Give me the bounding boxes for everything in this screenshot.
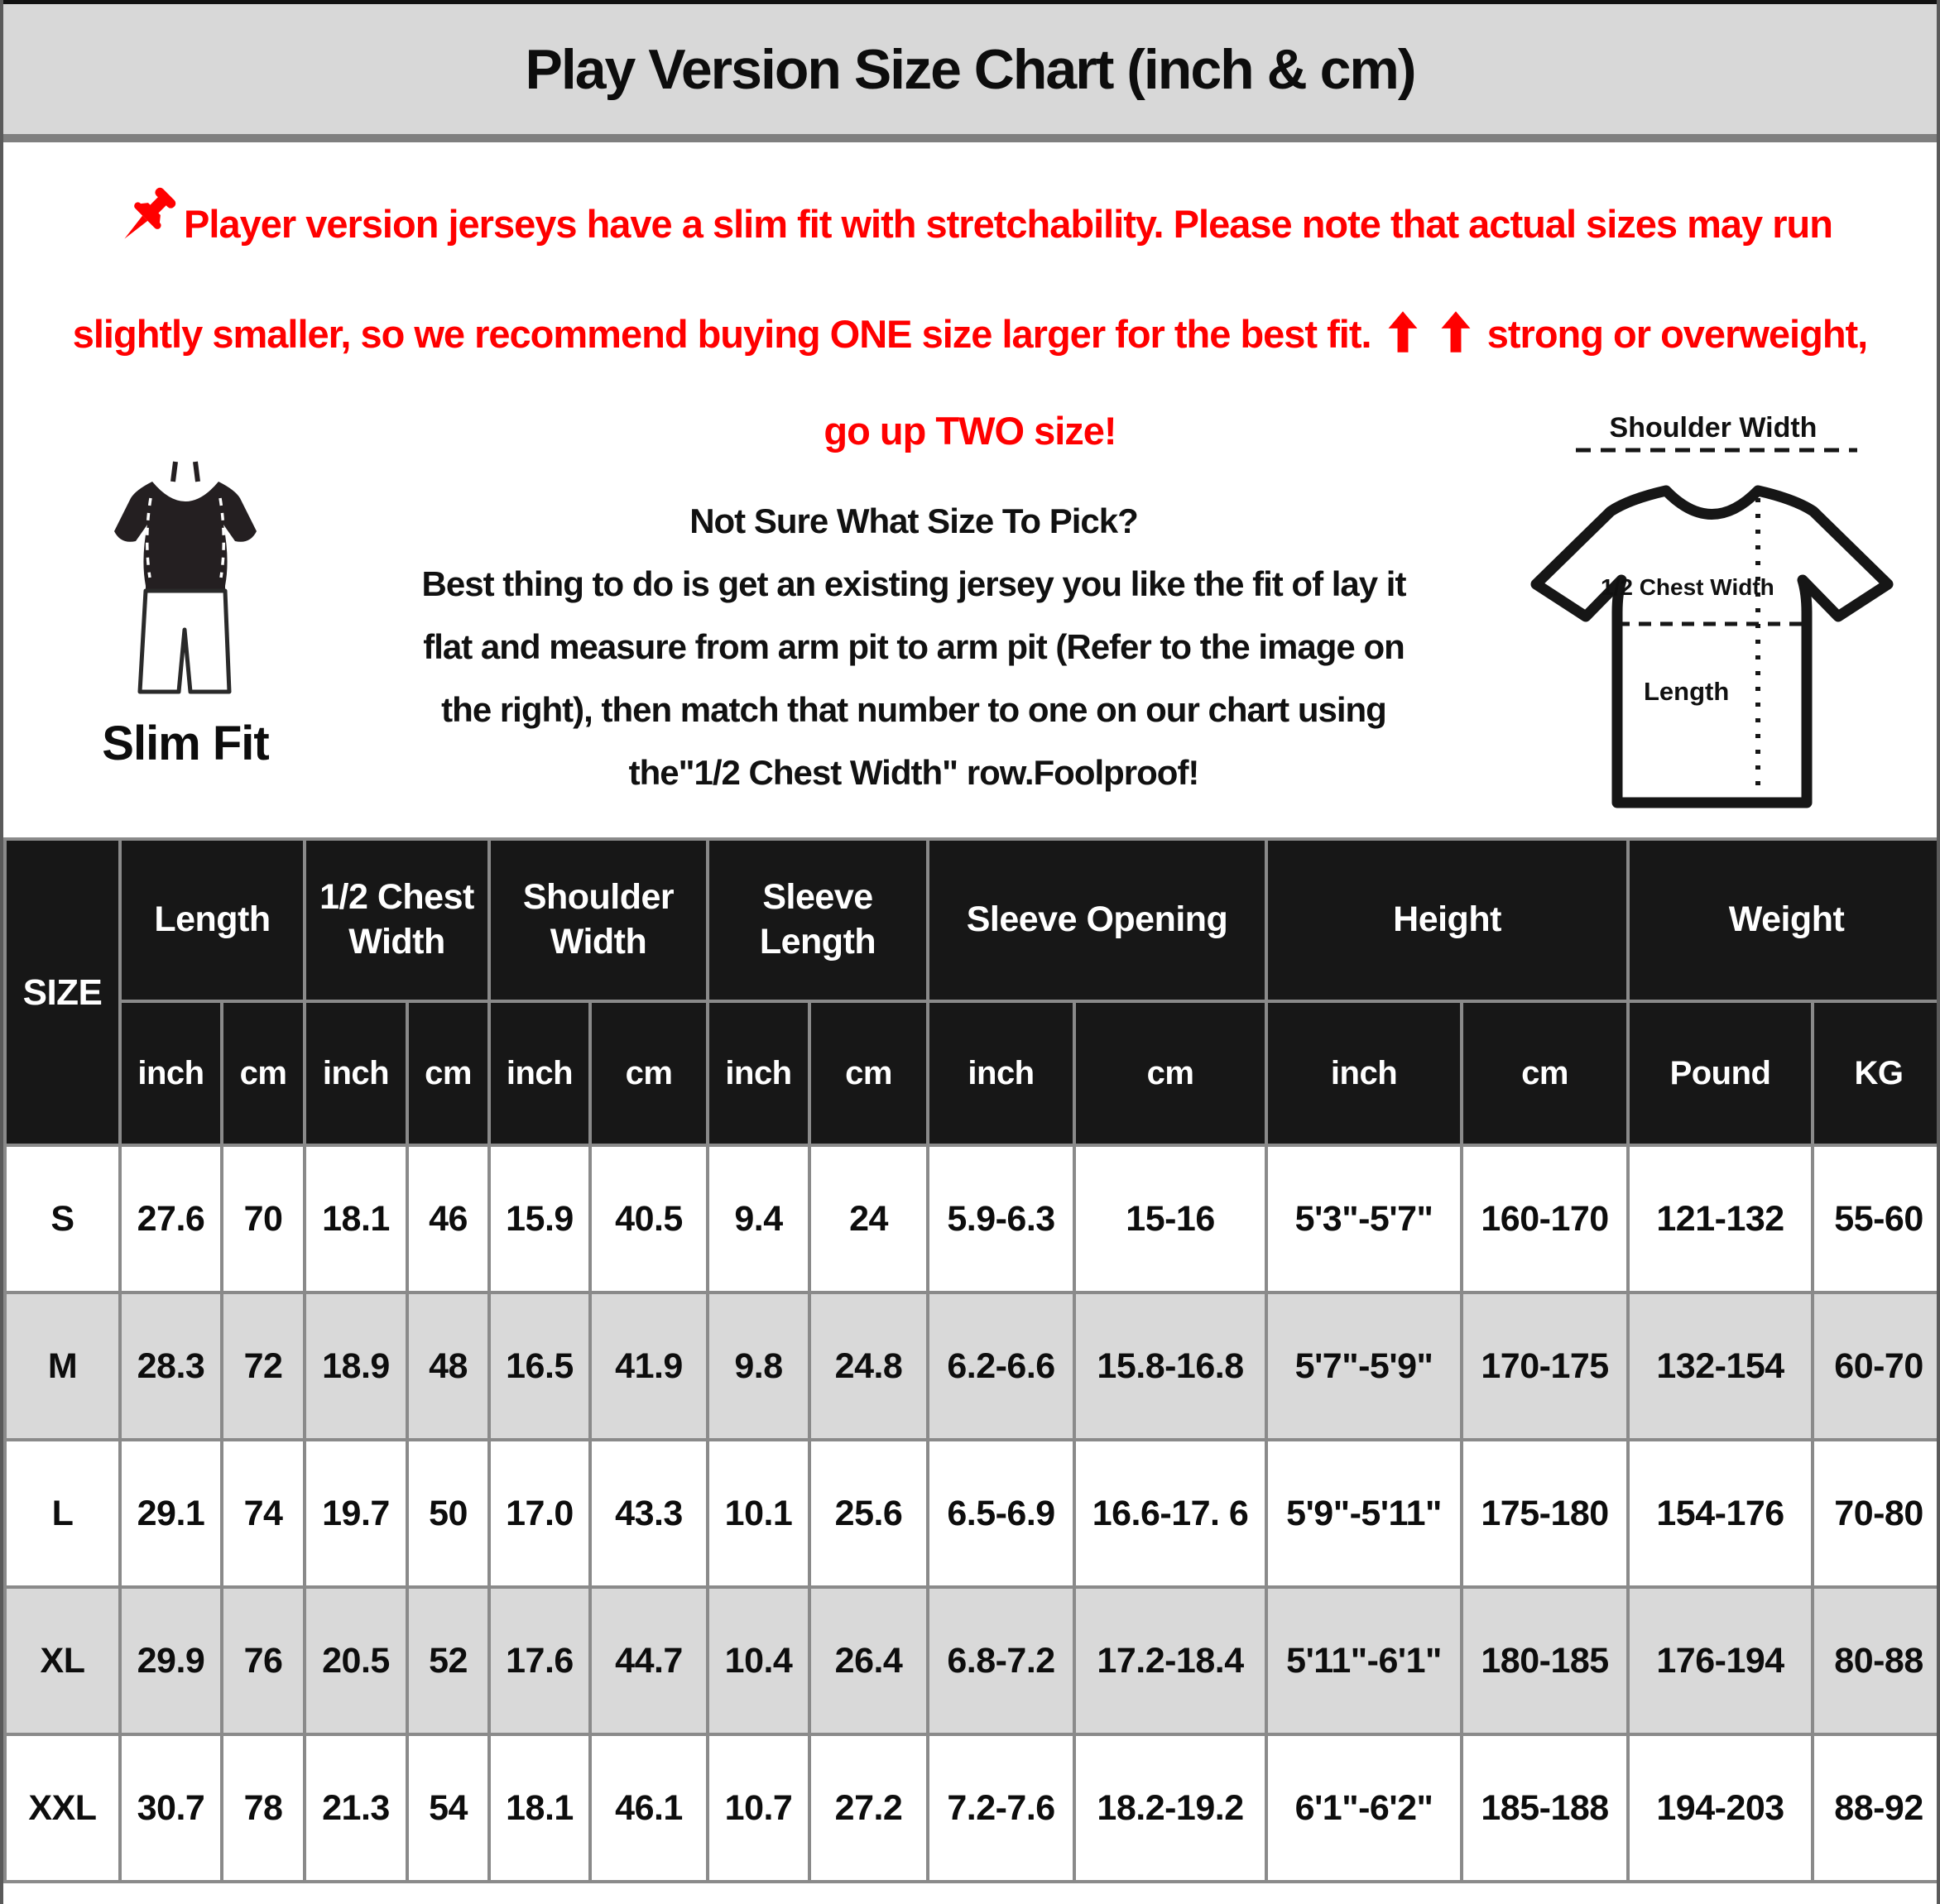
- table-group-header-row: [5, 839, 1940, 1001]
- col-group-weight: Weight: [1628, 839, 1940, 1001]
- value-cell: 180-185: [1462, 1587, 1628, 1734]
- col-group-sleeve-length: Sleeve Length: [708, 839, 928, 1001]
- value-cell: 7.2-7.6: [928, 1734, 1074, 1882]
- notice-line-2-text-b: strong or overweight,: [1486, 312, 1868, 356]
- notice-line-2: [3, 288, 1937, 385]
- page-title: Play Version Size Chart (inch & cm): [525, 37, 1415, 101]
- shoulder-width-label: Shoulder Width: [1609, 412, 1818, 444]
- guide-line: Best thing to do is get an existing jersey you like the fit of lay it: [421, 564, 1406, 603]
- value-cell: 6.5-6.9: [928, 1440, 1074, 1587]
- value-cell: 55-60: [1813, 1145, 1940, 1293]
- value-cell: 28.3: [120, 1293, 222, 1440]
- guide-line: the"1/2 Chest Width" row.Foolproof!: [628, 753, 1199, 792]
- size-cell: XXL: [5, 1734, 120, 1882]
- value-cell: 5.9-6.3: [928, 1145, 1074, 1293]
- value-cell: 21.3: [305, 1734, 407, 1882]
- value-cell: 17.6: [489, 1587, 590, 1734]
- value-cell: 25.6: [809, 1440, 928, 1587]
- value-cell: 27.6: [120, 1145, 222, 1293]
- value-cell: 17.2-18.4: [1074, 1587, 1266, 1734]
- size-cell: XL: [5, 1587, 120, 1734]
- value-cell: 175-180: [1462, 1440, 1628, 1587]
- table-unit-header-row: [5, 1001, 1940, 1145]
- value-cell: 121-132: [1628, 1145, 1813, 1293]
- table-header: [5, 839, 1940, 1145]
- value-cell: 10.4: [708, 1587, 809, 1734]
- value-cell: 26.4: [809, 1587, 928, 1734]
- pushpin-icon: [108, 183, 180, 288]
- value-cell: 5'9"-5'11": [1266, 1440, 1462, 1587]
- table-row-xl: [5, 1587, 1940, 1734]
- value-cell: 29.9: [120, 1587, 222, 1734]
- value-cell: 24: [809, 1145, 928, 1293]
- value-cell: 29.1: [120, 1440, 222, 1587]
- value-cell: 194-203: [1628, 1734, 1813, 1882]
- guide-line: the right), then match that number to one on our chart using: [441, 690, 1386, 729]
- value-cell: 10.1: [708, 1440, 809, 1587]
- value-cell: 44.7: [590, 1587, 708, 1734]
- value-cell: 40.5: [590, 1145, 708, 1293]
- value-cell: 27.2: [809, 1734, 928, 1882]
- value-cell: 6.2-6.6: [928, 1293, 1074, 1440]
- value-cell: 70: [222, 1145, 305, 1293]
- title-bar: [3, 0, 1937, 142]
- value-cell: 10.7: [708, 1734, 809, 1882]
- value-cell: 160-170: [1462, 1145, 1628, 1293]
- col-subheader-unit: inch: [1266, 1001, 1462, 1145]
- col-subheader-unit: inch: [928, 1001, 1074, 1145]
- col-subheader-unit: inch: [120, 1001, 222, 1145]
- value-cell: 78: [222, 1734, 305, 1882]
- value-cell: 30.7: [120, 1734, 222, 1882]
- value-cell: 20.5: [305, 1587, 407, 1734]
- size-chart-table: [3, 837, 1940, 1883]
- col-group-sleeve-opening: Sleeve Opening: [928, 839, 1266, 1001]
- slim-fit-caption: Slim Fit: [102, 717, 269, 770]
- value-cell: 16.5: [489, 1293, 590, 1440]
- value-cell: 24.8: [809, 1293, 928, 1440]
- size-guide-text: [310, 490, 1518, 804]
- value-cell: 52: [407, 1587, 489, 1734]
- col-subheader-unit: KG: [1813, 1001, 1940, 1145]
- up-arrow-icon: [1440, 293, 1472, 385]
- value-cell: 41.9: [590, 1293, 708, 1440]
- value-cell: 18.1: [305, 1145, 407, 1293]
- notice-line-1-text: Player version jerseys have a slim fit with stretchability. Please note that actual sizes may run: [184, 202, 1832, 246]
- table-row-xxl: [5, 1734, 1940, 1882]
- guide-line: Not Sure What Size To Pick?: [689, 501, 1138, 540]
- size-cell: L: [5, 1440, 120, 1587]
- value-cell: 74: [222, 1440, 305, 1587]
- col-subheader-unit: inch: [489, 1001, 590, 1145]
- value-cell: 48: [407, 1293, 489, 1440]
- half-chest-width-label: 1/2 Chest Width: [1601, 574, 1774, 600]
- value-cell: 154-176: [1628, 1440, 1813, 1587]
- value-cell: 17.0: [489, 1440, 590, 1587]
- value-cell: 16.6-17. 6: [1074, 1440, 1266, 1587]
- value-cell: 9.8: [708, 1293, 809, 1440]
- value-cell: 170-175: [1462, 1293, 1628, 1440]
- col-group-half-chest-width: 1/2 Chest Width: [305, 839, 489, 1001]
- value-cell: 5'11"-6'1": [1266, 1587, 1462, 1734]
- table-row-s: [5, 1145, 1940, 1293]
- tshirt-measurement-diagram: [1503, 412, 1923, 832]
- notice-line-2-text-a: slightly smaller, so we recommend buying ONE size larger for the best fit.: [72, 312, 1371, 356]
- value-cell: 6'1"-6'2": [1266, 1734, 1462, 1882]
- value-cell: 60-70: [1813, 1293, 1940, 1440]
- value-cell: 132-154: [1628, 1293, 1813, 1440]
- up-arrow-icon: [1387, 293, 1419, 385]
- value-cell: 76: [222, 1587, 305, 1734]
- value-cell: 19.7: [305, 1440, 407, 1587]
- value-cell: 185-188: [1462, 1734, 1628, 1882]
- value-cell: 43.3: [590, 1440, 708, 1587]
- col-subheader-unit: Pound: [1628, 1001, 1813, 1145]
- value-cell: 46: [407, 1145, 489, 1293]
- value-cell: 54: [407, 1734, 489, 1882]
- col-group-length: Length: [120, 839, 305, 1001]
- table-row-m: [5, 1293, 1940, 1440]
- col-subheader-unit: cm: [407, 1001, 489, 1145]
- col-subheader-unit: cm: [1074, 1001, 1266, 1145]
- col-subheader-unit: inch: [708, 1001, 809, 1145]
- size-cell: S: [5, 1145, 120, 1293]
- col-subheader-unit: cm: [809, 1001, 928, 1145]
- tshirt-outline-icon: [1503, 412, 1923, 832]
- col-subheader-unit: cm: [590, 1001, 708, 1145]
- size-cell: M: [5, 1293, 120, 1440]
- col-subheader-unit: inch: [305, 1001, 407, 1145]
- value-cell: 6.8-7.2: [928, 1587, 1074, 1734]
- value-cell: 88-92: [1813, 1734, 1940, 1882]
- col-group-shoulder-width: Shoulder Width: [489, 839, 708, 1001]
- table-row-l: [5, 1440, 1940, 1587]
- value-cell: 50: [407, 1440, 489, 1587]
- slim-fit-figure: [61, 460, 310, 771]
- col-group-height: Height: [1266, 839, 1628, 1001]
- guide-line: flat and measure from arm pit to arm pit (Refer to the image on: [423, 627, 1405, 666]
- table-body: [5, 1145, 1940, 1882]
- col-subheader-unit: cm: [1462, 1001, 1628, 1145]
- notice-line-3: go up TWO size!: [824, 409, 1116, 453]
- value-cell: 5'7"-5'9": [1266, 1293, 1462, 1440]
- value-cell: 5'3"-5'7": [1266, 1145, 1462, 1293]
- value-cell: 72: [222, 1293, 305, 1440]
- notice-line-1: [3, 178, 1937, 288]
- value-cell: 176-194: [1628, 1587, 1813, 1734]
- value-cell: 15.9: [489, 1145, 590, 1293]
- value-cell: 9.4: [708, 1145, 809, 1293]
- value-cell: 80-88: [1813, 1587, 1940, 1734]
- col-header-size: SIZE: [5, 839, 120, 1145]
- value-cell: 15-16: [1074, 1145, 1266, 1293]
- value-cell: 46.1: [590, 1734, 708, 1882]
- value-cell: 18.9: [305, 1293, 407, 1440]
- value-cell: 15.8-16.8: [1074, 1293, 1266, 1440]
- value-cell: 70-80: [1813, 1440, 1940, 1587]
- slim-fit-mannequin-icon: [103, 689, 268, 703]
- length-label: Length: [1644, 677, 1730, 706]
- value-cell: 18.2-19.2: [1074, 1734, 1266, 1882]
- col-subheader-unit: cm: [222, 1001, 305, 1145]
- value-cell: 18.1: [489, 1734, 590, 1882]
